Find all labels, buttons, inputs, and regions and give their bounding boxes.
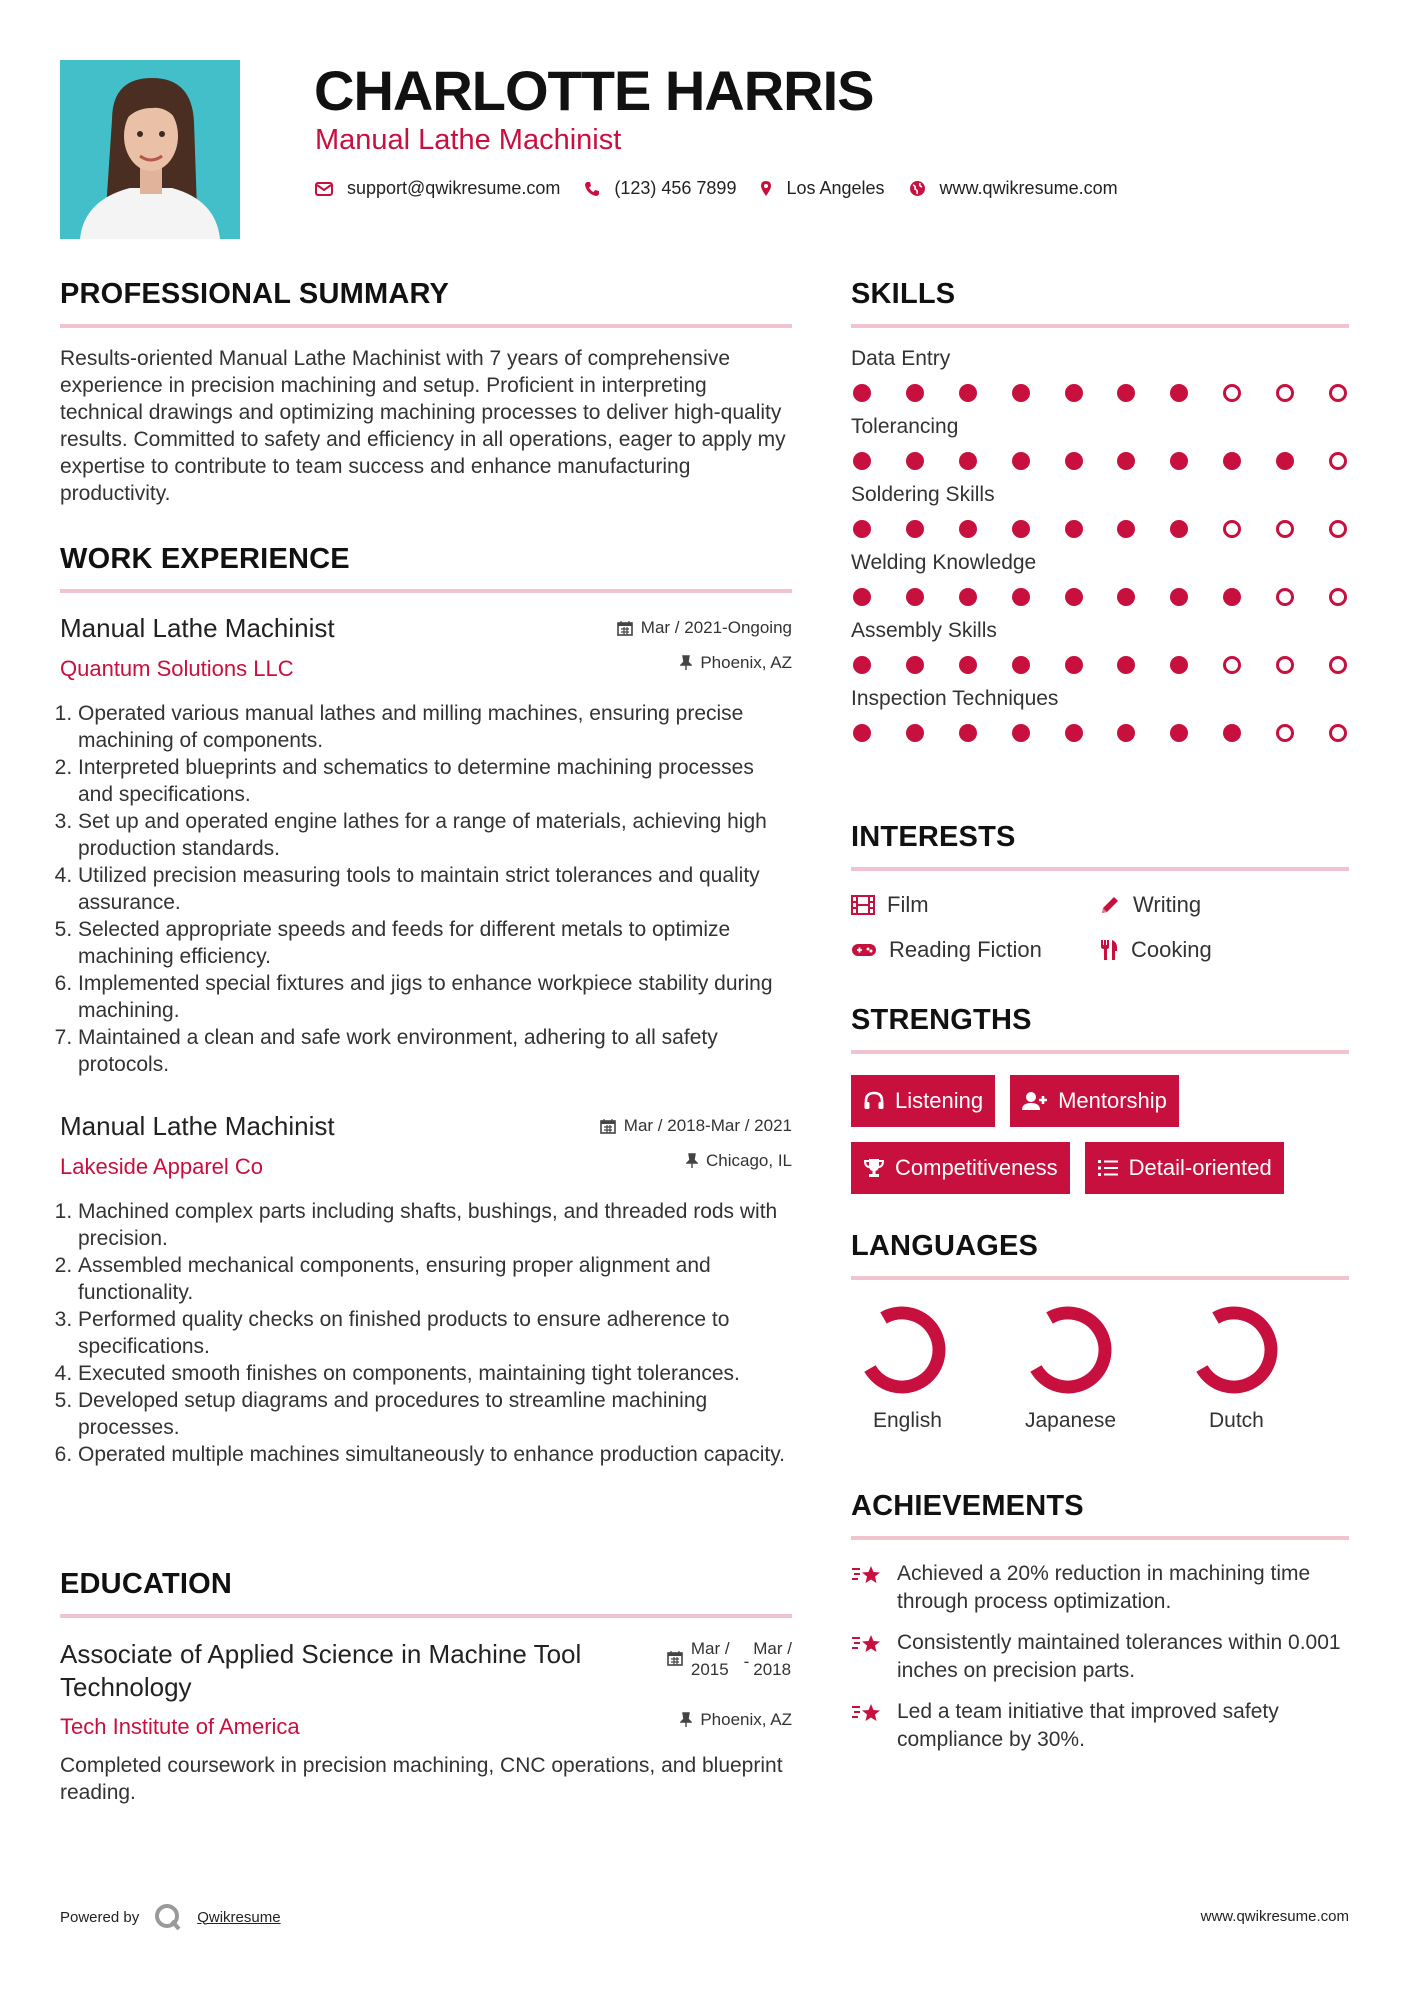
language-arc — [1036, 1313, 1105, 1387]
language-name: English — [873, 1409, 942, 1432]
job-date — [600, 1116, 792, 1136]
strength-label: Listening — [895, 1088, 984, 1113]
section-divider — [851, 324, 1349, 328]
rating-dot-filled — [1012, 724, 1030, 742]
envelope-icon — [315, 182, 333, 196]
rating-dot-empty — [1329, 452, 1347, 470]
rating-dot-empty — [1223, 656, 1241, 674]
language-name: Dutch — [1209, 1409, 1264, 1432]
degree-title: Associate of Applied Science in Machine Tool Technology — [60, 1639, 582, 1702]
rating-dot-filled — [1012, 384, 1030, 402]
education-description: Completed coursework in precision machining, CNC operations, and blueprint reading. — [60, 1754, 783, 1804]
rating-dot-filled — [906, 452, 924, 470]
list-icon — [1097, 1159, 1119, 1177]
skill-name: Welding Knowledge — [851, 551, 1037, 574]
contact-bar — [315, 178, 1142, 199]
rating-dot-empty — [1329, 724, 1347, 742]
interest-label: Cooking — [1131, 937, 1212, 962]
duty-item: 6. Implemented special fixtures and jigs to enhance workpiece stability during machining. — [78, 970, 792, 1024]
language-item — [1017, 1305, 1183, 1433]
strengths-section — [851, 1004, 1349, 1209]
rating-dot-empty — [1223, 520, 1241, 538]
contact-website[interactable] — [909, 178, 1118, 199]
calendar-icon — [667, 1650, 683, 1666]
interest-label: Reading Fiction — [889, 937, 1042, 962]
duty-item: 6. Operated multiple machines simultaneously to enhance production capacity. — [78, 1441, 792, 1468]
strengths-list — [851, 1075, 1349, 1209]
section-divider — [851, 1050, 1349, 1054]
language-gauge — [1023, 1305, 1113, 1395]
education-end-year: 2018 — [753, 1660, 792, 1679]
rating-dot-filled — [1117, 452, 1135, 470]
interest-item — [1099, 937, 1339, 963]
rating-dot-filled — [1012, 588, 1030, 606]
education-dash: - — [743, 1652, 750, 1671]
rating-dot-filled — [906, 384, 924, 402]
job-location — [686, 1151, 792, 1171]
rating-dot-filled — [959, 520, 977, 538]
language-gauge — [857, 1305, 947, 1395]
skill-name: Soldering Skills — [851, 483, 995, 506]
strength-badge — [1085, 1142, 1284, 1194]
duty-item: 4. Utilized precision measuring tools to maintain strict tolerances and quality assurance. — [78, 862, 792, 916]
rating-dot-empty — [1329, 656, 1347, 674]
job-position: Manual Lathe Machinist — [60, 1111, 335, 1141]
email-text: support@qwikresume.com — [347, 178, 561, 198]
pushpin-icon — [680, 1712, 692, 1728]
contact-email[interactable] — [315, 178, 560, 199]
language-gauge — [1189, 1305, 1279, 1395]
strength-badge — [1010, 1075, 1179, 1127]
rating-dot-filled — [1117, 724, 1135, 742]
skill-name: Inspection Techniques — [851, 687, 1059, 710]
rating-dot-filled — [959, 724, 977, 742]
rating-dot-filled — [1170, 588, 1188, 606]
duty-item: 5. Selected appropriate speeds and feeds for different metals to optimize machining efficiency. — [78, 916, 792, 970]
film-icon — [851, 895, 875, 915]
candidate-name: CHARLOTTE HARRIS — [314, 59, 874, 122]
map-pin-icon — [760, 180, 772, 197]
achievement-item — [851, 1629, 1349, 1685]
rating-dot-filled — [1117, 384, 1135, 402]
skill-rating — [851, 384, 1349, 402]
languages-list — [851, 1305, 1349, 1433]
interests-section — [851, 821, 1349, 963]
rating-dot-filled — [1170, 520, 1188, 538]
experience-heading: WORK EXPERIENCE — [60, 543, 350, 575]
education-date — [667, 1638, 792, 1680]
duty-item: 7. Maintained a clean and safe work environment, adhering to all safety protocols. — [78, 1024, 792, 1078]
interest-item — [851, 937, 1099, 963]
section-divider — [851, 1276, 1349, 1280]
headphones-icon — [863, 1091, 885, 1111]
achievement-text: Consistently maintained tolerances within 0.001 inches on precision parts. — [897, 1631, 1341, 1682]
rating-dot-filled — [1012, 520, 1030, 538]
section-divider — [851, 867, 1349, 871]
rating-dot-empty — [1223, 384, 1241, 402]
rating-dot-filled — [959, 656, 977, 674]
rating-dot-filled — [959, 384, 977, 402]
job-duties — [60, 700, 792, 1078]
section-divider — [851, 1536, 1349, 1540]
rating-dot-empty — [1276, 588, 1294, 606]
rating-dot-filled — [959, 588, 977, 606]
rating-dot-filled — [1012, 452, 1030, 470]
gamepad-icon — [851, 942, 877, 958]
job-position: Manual Lathe Machinist — [60, 613, 335, 643]
rating-dot-filled — [1223, 724, 1241, 742]
achievements-heading: ACHIEVEMENTS — [851, 1490, 1084, 1522]
duty-item: 5. Developed setup diagrams and procedures to streamline machining processes. — [78, 1387, 792, 1441]
rating-dot-filled — [1117, 656, 1135, 674]
rating-dot-filled — [1276, 452, 1294, 470]
rating-dot-empty — [1276, 520, 1294, 538]
brand-link[interactable]: Qwikresume — [197, 1908, 281, 1926]
education-heading: EDUCATION — [60, 1568, 233, 1600]
rating-dot-empty — [1329, 520, 1347, 538]
rating-dot-filled — [1170, 724, 1188, 742]
shooting-star-icon — [851, 1700, 883, 1726]
language-item — [851, 1305, 1017, 1433]
rating-dot-filled — [1065, 384, 1083, 402]
job-company: Lakeside Apparel Co — [60, 1154, 264, 1179]
strength-label: Competitiveness — [895, 1155, 1058, 1180]
calendar-icon — [600, 1118, 616, 1134]
education-section — [60, 1568, 792, 1806]
summary-section — [60, 278, 792, 507]
pushpin-icon — [680, 655, 692, 671]
rating-dot-filled — [853, 656, 871, 674]
rating-dot-empty — [1276, 384, 1294, 402]
phone-text: (123) 456 7899 — [614, 178, 737, 198]
skills-section — [851, 278, 1349, 755]
summary-text: Results-oriented Manual Lathe Machinist with 7 years of comprehensive experience in precision machining and setup. Proficient in interpreting technical drawings and optimizing machining processes to deliver high-quality results. Committed to safety and efficiency in all operations, eager to apply my expertise to contribute to team success and enhance manufacturing productivity. — [60, 347, 786, 505]
strength-badge — [851, 1075, 995, 1127]
pencil-icon — [1099, 894, 1121, 916]
rating-dot-filled — [1065, 588, 1083, 606]
education-location — [680, 1710, 792, 1730]
achievement-text: Led a team initiative that improved safety compliance by 30%. — [897, 1700, 1279, 1751]
rating-dot-filled — [959, 452, 977, 470]
footer-powered — [60, 1902, 281, 1932]
skill-name: Tolerancing — [851, 415, 959, 438]
strengths-heading: STRENGTHS — [851, 1004, 1032, 1036]
job-entry — [60, 613, 792, 1078]
achievements-section — [851, 1490, 1349, 1754]
skills-heading: SKILLS — [851, 278, 956, 310]
rating-dot-filled — [1117, 520, 1135, 538]
rating-dot-filled — [1065, 656, 1083, 674]
duty-item: 4. Executed smooth finishes on components, maintaining tight tolerances. — [78, 1360, 792, 1387]
calendar-icon — [617, 620, 633, 636]
interest-item — [851, 892, 1099, 918]
skill-rating — [851, 452, 1349, 470]
interests-list — [851, 892, 1349, 963]
language-arc — [1202, 1313, 1271, 1387]
shooting-star-icon — [851, 1562, 883, 1588]
globe-icon — [909, 180, 926, 197]
rating-dot-filled — [1117, 588, 1135, 606]
portrait-image — [60, 60, 240, 239]
strength-badge — [851, 1142, 1070, 1194]
rating-dot-filled — [906, 588, 924, 606]
rating-dot-filled — [1223, 588, 1241, 606]
rating-dot-filled — [1170, 384, 1188, 402]
language-name: Japanese — [1025, 1409, 1117, 1432]
rating-dot-filled — [1065, 520, 1083, 538]
job-entry — [60, 1111, 792, 1468]
duty-item: 3. Set up and operated engine lathes for a range of materials, achieving high production standards. — [78, 808, 792, 862]
rating-dot-filled — [1223, 452, 1241, 470]
rating-dot-filled — [853, 452, 871, 470]
summary-heading: PROFESSIONAL SUMMARY — [60, 278, 450, 310]
shooting-star-icon — [851, 1631, 883, 1657]
languages-heading: LANGUAGES — [851, 1230, 1039, 1262]
powered-by-text: Powered by — [60, 1908, 140, 1926]
rating-dot-filled — [1170, 656, 1188, 674]
job-location-text: Chicago, IL — [706, 1151, 792, 1170]
education-start — [691, 1638, 730, 1680]
contact-phone[interactable] — [584, 178, 736, 199]
profile-photo — [60, 60, 240, 239]
strength-label: Detail-oriented — [1128, 1155, 1272, 1180]
experience-section — [60, 543, 792, 1468]
education-start-year: 2015 — [690, 1660, 729, 1679]
interests-heading: INTERESTS — [851, 821, 1016, 853]
rating-dot-filled — [1170, 452, 1188, 470]
rating-dot-filled — [906, 520, 924, 538]
duty-item: 1. Operated various manual lathes and milling machines, ensuring precise machining of components. — [78, 700, 792, 754]
education-end — [753, 1638, 792, 1680]
rating-dot-filled — [853, 520, 871, 538]
rating-dot-filled — [906, 656, 924, 674]
skill-rating — [851, 656, 1349, 674]
skill-name: Data Entry — [851, 347, 951, 370]
skill-name: Assembly Skills — [851, 619, 997, 642]
rating-dot-empty — [1329, 384, 1347, 402]
section-divider — [60, 324, 792, 328]
job-date-text: Mar / 2018-Mar / 2021 — [623, 1116, 792, 1135]
achievement-item — [851, 1698, 1349, 1754]
language-item — [1183, 1305, 1349, 1433]
section-divider — [60, 1614, 792, 1618]
rating-dot-filled — [853, 724, 871, 742]
job-title: Manual Lathe Machinist — [315, 124, 622, 156]
duty-item: 2. Assembled mechanical components, ensuring proper alignment and functionality. — [78, 1252, 792, 1306]
phone-icon — [584, 181, 600, 197]
footer-url[interactable]: www.qwikresume.com — [1200, 1908, 1349, 1925]
user-plus-icon — [1022, 1091, 1048, 1111]
section-divider — [60, 589, 792, 593]
language-arc — [870, 1313, 939, 1387]
job-location — [680, 653, 792, 673]
pushpin-icon — [686, 1153, 698, 1169]
skill-rating — [851, 588, 1349, 606]
education-location-text: Phoenix, AZ — [700, 1710, 792, 1729]
website-text: www.qwikresume.com — [939, 178, 1118, 198]
skill-rating — [851, 724, 1349, 742]
job-duties — [60, 1198, 792, 1468]
duty-item: 1. Machined complex parts including shafts, bushings, and threaded rods with precision. — [78, 1198, 792, 1252]
rating-dot-filled — [1065, 452, 1083, 470]
skill-rating — [851, 520, 1349, 538]
rating-dot-empty — [1329, 588, 1347, 606]
job-location-text: Phoenix, AZ — [700, 653, 792, 672]
rating-dot-empty — [1276, 724, 1294, 742]
interest-label: Writing — [1133, 892, 1202, 917]
strength-label: Mentorship — [1058, 1088, 1167, 1113]
duty-item: 3. Performed quality checks on finished products to ensure adherence to specifications. — [78, 1306, 792, 1360]
interest-item — [1099, 892, 1339, 918]
trophy-icon — [863, 1158, 885, 1178]
achievement-text: Achieved a 20% reduction in machining time through process optimization. — [897, 1562, 1311, 1613]
location-text: Los Angeles — [786, 178, 885, 198]
achievement-item — [851, 1560, 1349, 1616]
school-name: Tech Institute of America — [60, 1714, 300, 1739]
job-company: Quantum Solutions LLC — [60, 656, 294, 681]
skills-list — [851, 347, 1349, 742]
rating-dot-filled — [906, 724, 924, 742]
languages-section — [851, 1230, 1349, 1433]
education-end-month: Mar / — [753, 1639, 792, 1658]
rating-dot-filled — [1012, 656, 1030, 674]
qwikresume-logo-icon — [153, 1902, 183, 1932]
rating-dot-filled — [1065, 724, 1083, 742]
utensils-icon — [1099, 939, 1119, 961]
job-date — [617, 618, 792, 638]
education-entry — [60, 1638, 792, 1806]
contact-location — [760, 178, 884, 199]
rating-dot-filled — [853, 588, 871, 606]
duty-item: 2. Interpreted blueprints and schematics to determine machining processes and specifications. — [78, 754, 792, 808]
job-date-text: Mar / 2021-Ongoing — [640, 618, 792, 637]
education-start-month: Mar / — [690, 1639, 730, 1658]
rating-dot-filled — [853, 384, 871, 402]
rating-dot-empty — [1276, 656, 1294, 674]
interest-label: Film — [887, 892, 929, 917]
